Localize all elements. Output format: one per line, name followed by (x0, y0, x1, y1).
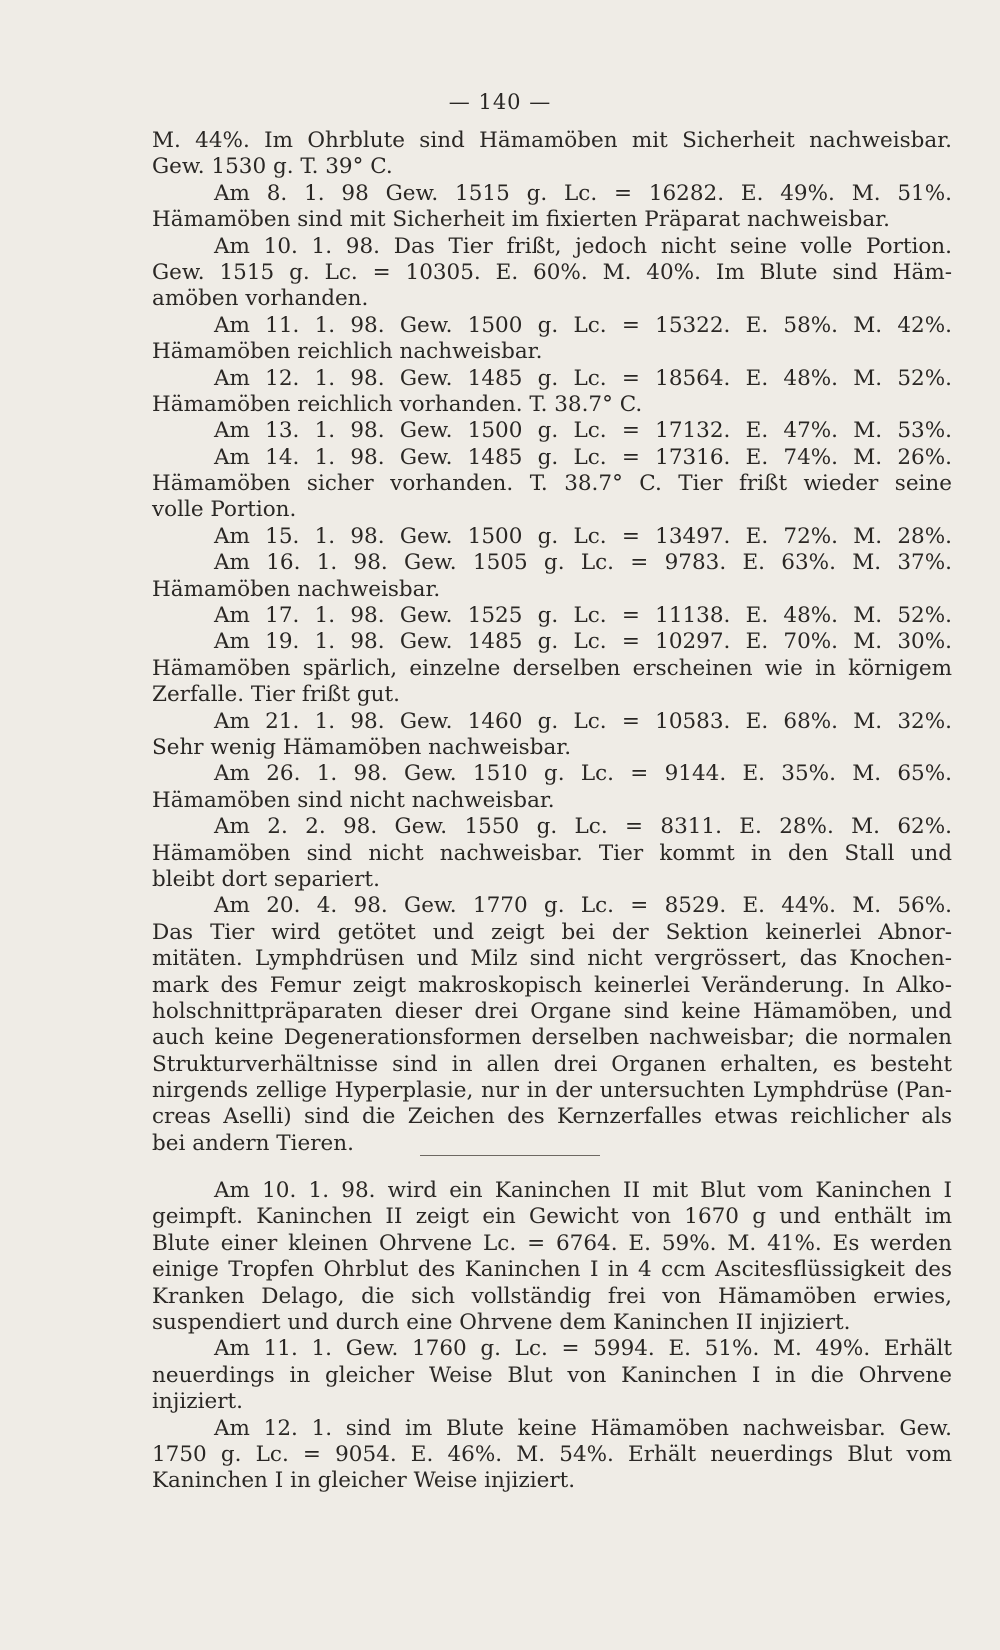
text-line: Am 11. 1. Gew. 1760 g. Lc. = 5994. E. 51%. M. 49%. Erhält (214, 1336, 952, 1362)
text-line: Am 17. 1. 98. Gew. 1525 g. Lc. = 11138. E. 48%. M. 52%. (214, 603, 952, 629)
text-line: 1750 g. Lc. = 9054. E. 46%. M. 54%. Erhält neuerdings Blut vom (152, 1441, 952, 1467)
text-line: Am 15. 1. 98. Gew. 1500 g. Lc. = 13497. E. 72%. M. 28%. (214, 523, 952, 549)
section-separator-rule (420, 1155, 600, 1156)
text-line: bleibt dort separiert. (152, 866, 380, 892)
text-line: einige Tropfen Ohrblut des Kaninchen I in 4 ccm Ascitesflüssigkeit des (152, 1257, 952, 1283)
text-line: creas Aselli) sind die Zeichen des Kernzerfalles etwas reichlicher als (152, 1104, 952, 1130)
text-line: Am 20. 4. 98. Gew. 1770 g. Lc. = 8529. E. 44%. M. 56%. (214, 893, 952, 919)
text-line: Blute einer kleinen Ohrvene Lc. = 6764. E. 59%. M. 41%. Es werden (152, 1230, 952, 1256)
text-line: mitäten. Lymphdrüsen und Milz sind nicht vergrössert, das Knochen- (152, 946, 952, 972)
text-line: Gew. 1515 g. Lc. = 10305. E. 60%. M. 40%. Im Blute sind Häm- (152, 259, 952, 285)
page-number: — 140 — (448, 90, 552, 114)
text-line: Strukturverhältnisse sind in allen drei Organen erhalten, es besteht (152, 1051, 952, 1077)
case-record-paragraphs (152, 128, 952, 1157)
text-line: Am 12. 1. sind im Blute keine Hämamöben nachweisbar. Gew. (214, 1415, 952, 1441)
text-line: Kaninchen I in gleicher Weise injiziert. (152, 1468, 576, 1494)
text-line: Am 2. 2. 98. Gew. 1550 g. Lc. = 8311. E. 28%. M. 62%. (214, 814, 952, 840)
text-line: Hämamöben spärlich, einzelne derselben erscheinen wie in körnigem (152, 655, 952, 681)
text-line: amöben vorhanden. (152, 286, 369, 312)
text-line: injiziert. (152, 1389, 243, 1415)
text-line: bei andern Tieren. (152, 1130, 354, 1156)
text-line: Am 21. 1. 98. Gew. 1460 g. Lc. = 10583. E. 68%. M. 32%. (214, 708, 952, 734)
text-line: Hämamöben sind nicht nachweisbar. Tier kommt in den Stall und (152, 840, 952, 866)
text-line: Am 13. 1. 98. Gew. 1500 g. Lc. = 17132. E. 47%. M. 53%. (214, 418, 952, 444)
text-line: Am 14. 1. 98. Gew. 1485 g. Lc. = 17316. E. 74%. M. 26%. (214, 444, 952, 470)
text-line: Sehr wenig Hämamöben nachweisbar. (152, 734, 572, 760)
text-line: mark des Femur zeigt makroskopisch keinerlei Veränderung. In Alko- (152, 972, 952, 998)
text-line: Am 11. 1. 98. Gew. 1500 g. Lc. = 15322. E. 58%. M. 42%. (214, 312, 952, 338)
text-line: Gew. 1530 g. T. 39° C. (152, 154, 393, 180)
text-line: volle Portion. (152, 497, 297, 523)
text-line: Zerfalle. Tier frißt gut. (152, 682, 400, 708)
text-line: Am 12. 1. 98. Gew. 1485 g. Lc. = 18564. E. 48%. M. 52%. (214, 365, 952, 391)
text-line: auch keine Degenerationsformen derselben nachweisbar; die normalen (152, 1025, 952, 1051)
text-line: nirgends zellige Hyperplasie, nur in der untersuchten Lymphdrüse (Pan- (152, 1078, 952, 1104)
text-line: Hämamöben nachweisbar. (152, 576, 441, 602)
text-line: Kranken Delago, die sich vollständig frei von Hämamöben erwies, (152, 1283, 952, 1309)
text-line: Am 8. 1. 98 Gew. 1515 g. Lc. = 16282. E. 49%. M. 51%. (214, 180, 952, 206)
text-line: geimpft. Kaninchen II zeigt ein Gewicht von 1670 g und enthält im (152, 1204, 952, 1230)
text-line: Hämamöben sind nicht nachweisbar. (152, 787, 555, 813)
text-line: Hämamöben reichlich nachweisbar. (152, 339, 543, 365)
text-line: Am 26. 1. 98. Gew. 1510 g. Lc. = 9144. E. 35%. M. 65%. (214, 761, 952, 787)
text-line: holschnittpräparaten dieser drei Organe sind keine Hämamöben, und (152, 998, 952, 1024)
text-line: Am 19. 1. 98. Gew. 1485 g. Lc. = 10297. E. 70%. M. 30%. (214, 629, 952, 655)
text-line: suspendiert und durch eine Ohrvene dem Kaninchen II injiziert. (152, 1309, 851, 1335)
text-line: Am 16. 1. 98. Gew. 1505 g. Lc. = 9783. E. 63%. M. 37%. (214, 550, 952, 576)
text-line: Das Tier wird getötet und zeigt bei der Sektion keinerlei Abnor- (152, 919, 952, 945)
text-line: M. 44%. Im Ohrblute sind Hämamöben mit Sicherheit nachweisbar. (152, 128, 952, 153)
text-line: Hämamöben reichlich vorhanden. T. 38.7° C. (152, 391, 643, 417)
text-line: Hämamöben sicher vorhanden. T. 38.7° C. Tier frißt wieder seine (152, 471, 952, 497)
text-line: Hämamöben sind mit Sicherheit im fixierten Präparat nachweisbar. (152, 207, 890, 233)
text-line: neuerdings in gleicher Weise Blut von Kaninchen I in die Ohrvene (152, 1362, 952, 1388)
text-line: Am 10. 1. 98. wird ein Kaninchen II mit Blut vom Kaninchen I (214, 1178, 952, 1203)
rabbit-two-paragraphs (152, 1178, 952, 1495)
text-line: Am 10. 1. 98. Das Tier frißt, jedoch nicht seine volle Portion. (214, 233, 952, 259)
